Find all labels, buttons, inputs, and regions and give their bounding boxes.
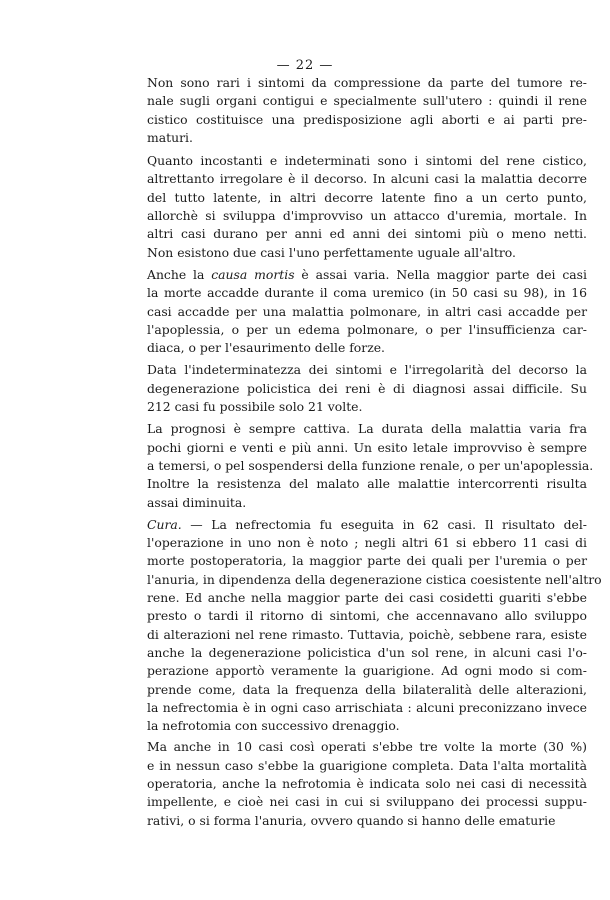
text-line: l'anuria, in dipendenza della degenerazione cistica coesistente nell'altro (147, 571, 602, 587)
text-line: la morte accadde durante il coma uremico (in 50 casi su 98), in 16 (147, 285, 587, 301)
page-number: — 22 — (276, 58, 334, 73)
text-line: pochi giorni e venti e più anni. Un esito letale improvviso è sempre (147, 439, 587, 455)
text-line: degenerazione policistica dei reni è di diagnosi assai difficile. Su (147, 380, 587, 396)
text-line: Anche la causa mortis è assai varia. Nella maggior parte dei casi (147, 266, 587, 282)
text-line: nale sugli organi contigui e specialmente sull'utero : quindi il rene (147, 93, 587, 109)
text-line: 212 casi fu possibile solo 21 volte. (147, 399, 363, 415)
body-text (147, 74, 602, 830)
paragraph (147, 266, 587, 357)
text-line: Non sono rari i sintomi da compressione da parte del tumore re- (147, 75, 587, 90)
paragraph (147, 738, 587, 829)
italic-text: causa mortis (211, 266, 295, 282)
paragraph (147, 74, 587, 147)
text-line: diaca, o per l'esaurimento delle forze. (147, 340, 385, 356)
text-line: Cura. — La nefrectomia fu eseguita in 62 casi. Il risultato del- (147, 516, 587, 532)
text-line: altrettanto irregolare è il decorso. In alcuni casi la malattia decorre (147, 171, 587, 187)
paragraph (147, 420, 594, 511)
paragraph (147, 152, 587, 262)
text-line: Ma anche in 10 casi così operati s'ebbe tre volte la morte (30 %) (147, 739, 587, 755)
text-line: prende come, data la frequenza della bilateralità delle alterazioni, (147, 681, 587, 697)
text-line: l'apoplessia, o per un edema polmonare, o per l'insufficienza car- (147, 321, 587, 337)
text-line: Inoltre la resistenza del malato alle malattie intercorrenti risulta (147, 476, 587, 492)
text-line: Quanto incostanti e indeterminati sono i sintomi del rene cistico, (147, 153, 587, 169)
text-line: altri casi durano per anni ed anni dei sintomi più o meno netti. (147, 226, 587, 242)
text-line: e in nessun caso s'ebbe la guarigione completa. Data l'alta mortalità (147, 757, 587, 773)
text-line: di alterazioni nel rene rimasto. Tuttavia, poichè, sebbene rara, esiste (147, 626, 587, 642)
text-line: perazione apportò veramente la guarigione. Ad ogni modo si com- (147, 663, 587, 679)
text-line: del tutto latente, in altri decorre latente fino a un certo punto, (147, 189, 587, 205)
text-line: rativi, o si forma l'anuria, ovvero quando si hanno delle ematurie (147, 812, 556, 828)
text-line: la nefrectomia è in ogni caso arrischiata : alcuni preconizzano invece (147, 699, 587, 715)
text-line: anche la degenerazione policistica d'un sol rene, in alcuni casi l'o- (147, 644, 587, 660)
text-line: casi accadde per una malattia polmonare, in altri casi accadde per (147, 303, 587, 319)
paragraph (147, 361, 587, 416)
text-line: operatoria, anche la nefrotomia è indicata solo nei casi di necessità (147, 775, 587, 791)
text-line: allorchè si sviluppa d'improvviso un attacco d'uremia, mortale. In (147, 208, 587, 224)
text-line: impellente, e cioè nei casi in cui si sviluppano dei processi suppu- (147, 794, 587, 810)
text-line: assai diminuita. (147, 494, 247, 510)
text-line: a temersi, o pel sospendersi della funzione renale, o per un'apoplessia. (147, 457, 594, 473)
text-line: La prognosi è sempre cattiva. La durata della malattia varia fra (147, 421, 587, 437)
text-line: la nefrotomia con successivo drenaggio. (147, 718, 400, 734)
text-line: cistico costituisce una predisposizione agli aborti e ai parti pre- (147, 111, 587, 127)
text-line: morte postoperatoria, la maggior parte dei quali per l'uremia o per (147, 553, 587, 569)
text-line: maturi. (147, 129, 193, 145)
text-line: l'operazione in uno non è noto ; negli altri 61 si ebbero 11 casi di (147, 535, 587, 551)
paragraph (147, 516, 602, 736)
italic-text: Cura. (147, 516, 182, 532)
text-line: presto o tardi il ritorno di sintomi, che accennavano allo sviluppo (147, 608, 587, 624)
text-line: Non esistono due casi l'uno perfettamente uguale all'altro. (147, 244, 516, 260)
text-line: Data l'indeterminatezza dei sintomi e l'irregolarità del decorso la (147, 362, 587, 378)
text-line: rene. Ed anche nella maggior parte dei casi cosidetti guariti s'ebbe (147, 590, 587, 606)
